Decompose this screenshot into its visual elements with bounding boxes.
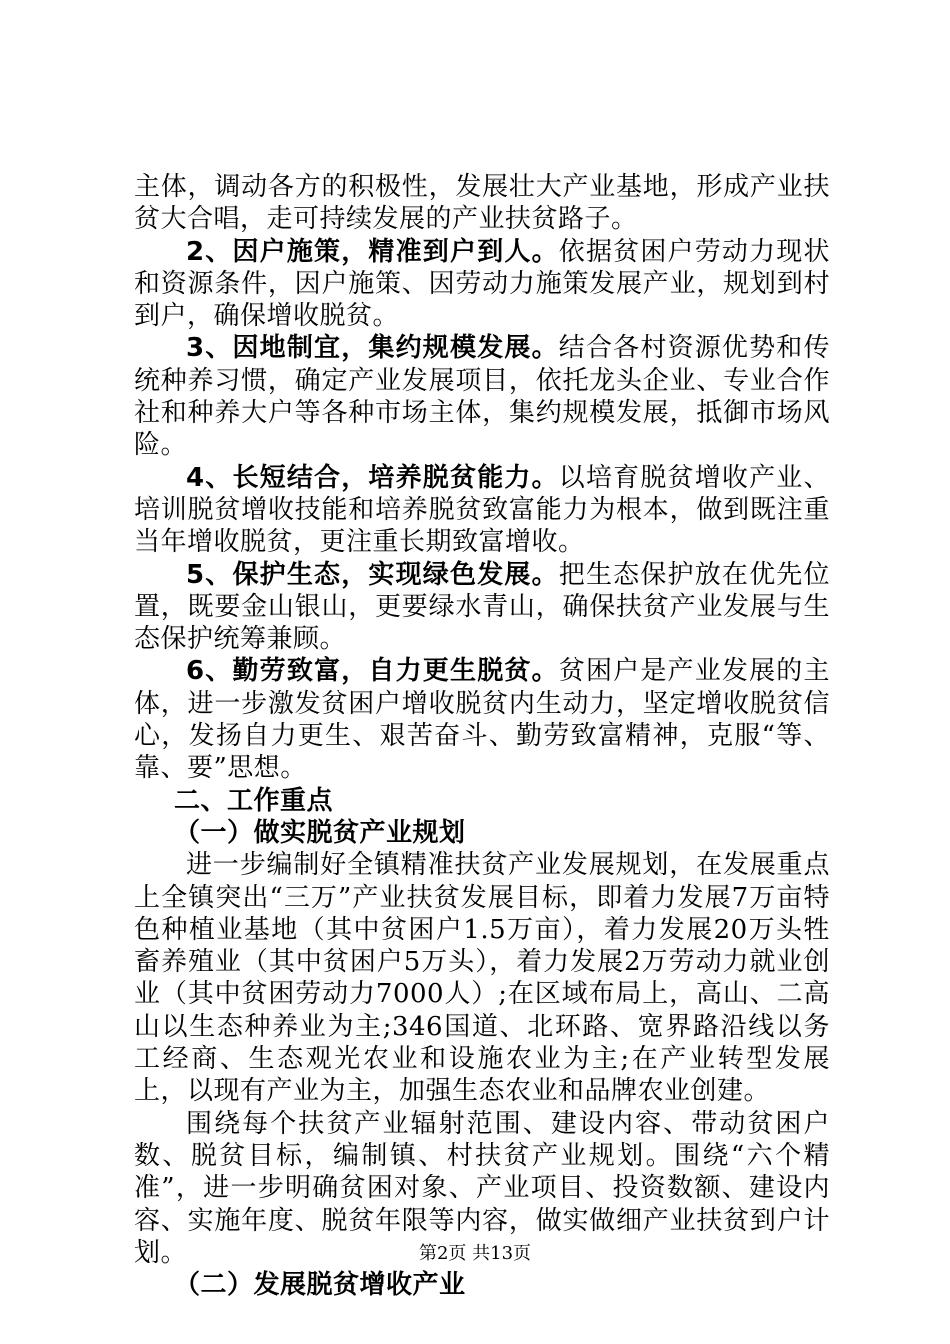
subsection-heading-2: （二）发展脱贫增收产业 — [174, 1270, 466, 1301]
principle-paragraph-6 — [134, 655, 830, 784]
principle-lead: 6、勤劳致富，自力更生脱贫。 — [186, 656, 559, 687]
principle-text: 结合各村资源优势和传统种养习惯，确定产业发展项目，依托龙头企业、专业合作社和种养大户等各种市场主体，集约规模发展，抵御市场风险。 — [134, 333, 830, 461]
principle-text: 以培育脱贫增收产业、培训脱贫增收技能和培养脱贫致富能力为根本，做到既注重当年增收脱贫，更注重长期致富增收。 — [134, 462, 830, 558]
section-heading: 二、工作重点 — [174, 785, 334, 816]
principle-lead: 5、保护生态，实现绿色发展。 — [186, 559, 559, 590]
paragraph-continuation — [134, 171, 830, 236]
principle-lead: 4、长短结合，培养脱贫能力。 — [186, 462, 559, 493]
principle-lead: 2、因户施策，精准到户到人。 — [186, 236, 559, 267]
principle-text: 依据贫困户劳动力现状和资源条件，因户施策、因劳动力施策发展产业，规划到村到户，确保增收脱贫。 — [134, 236, 830, 332]
document-body — [134, 171, 830, 1301]
principle-lead: 3、因地制宜，集约规模发展。 — [186, 333, 559, 364]
planning-paragraph-1: 进一步编制好全镇精准扶贫产业发展规划，在发展重点上全镇突出“三万”产业扶贫发展目标，即着力发展7万亩特色种植业基地（其中贫困户1.5万亩），着力发展20万头牲畜养殖业（其中贫困户5万头），着力发展2万劳动力就业创业（其中贫困劳动力7000人）;在区域布局上，高山、二高山以生态种养业为主;346国道、北环路、宽界路沿线以务工经商、生态观光农业和设施农业为主;在产业转型发展上，以现有产业为主，加强生态农业和品牌农业创建。 — [134, 850, 830, 1107]
paragraph-text: 主体，调动各方的积极性，发展壮大产业基地，形成产业扶贫大合唱，走可持续发展的产业扶贫路子。 — [134, 172, 830, 235]
principle-text: 贫困户是产业发展的主体，进一步激发贫困户增收脱贫内生动力，坚定增收脱贫信心，发扬自力更生、艰苦奋斗、勤劳致富精神，克服“等、靠、要”思想。 — [134, 656, 830, 784]
principle-paragraph-3 — [134, 332, 830, 461]
principle-paragraph-4 — [134, 462, 830, 559]
principle-paragraph-2 — [134, 236, 830, 333]
principle-paragraph-5 — [134, 559, 830, 656]
planning-paragraph-2: 围绕每个扶贫产业辐射范围、建设内容、带动贫困户数、脱贫目标，编制镇、村扶贫产业规划。围绕“六个精准”，进一步明确贫困对象、产业项目、投资数额、建设内容、实施年度、脱贫年限等内容，做实做细产业扶贫到户计划。 — [134, 1108, 830, 1268]
principle-text: 把生态保护放在优先位置，既要金山银山，更要绿水青山，确保扶贫产业发展与生态保护统筹兼顾。 — [134, 559, 830, 655]
subsection-heading-1: （一）做实脱贫产业规划 — [174, 817, 466, 848]
page-footer: 第2页 共13页 — [418, 1243, 532, 1264]
